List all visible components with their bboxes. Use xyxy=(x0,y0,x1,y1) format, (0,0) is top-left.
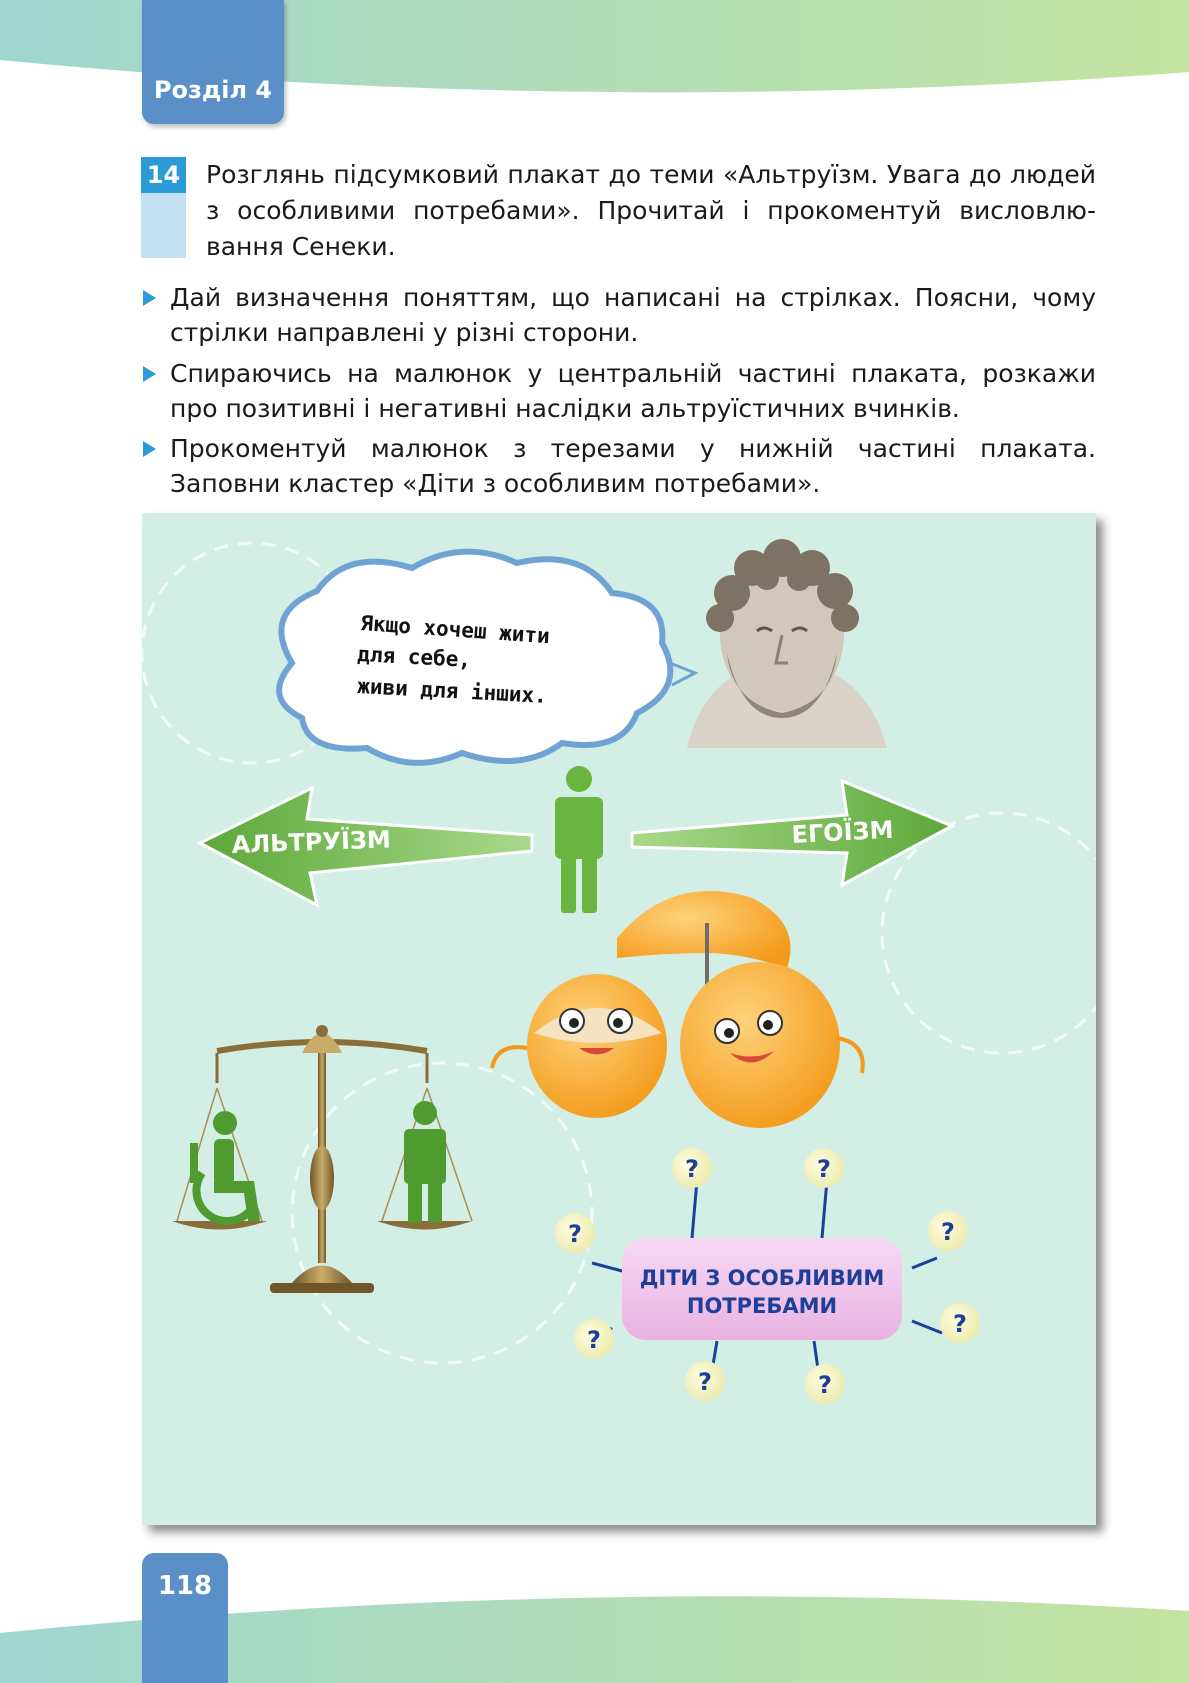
svg-text:?: ? xyxy=(587,1326,601,1354)
svg-text:?: ? xyxy=(941,1218,955,1246)
svg-text:?: ? xyxy=(953,1310,967,1338)
person-on-scale-icon xyxy=(404,1101,446,1223)
bullet-item: Дай визначення поняттям, що написані на стрілках. Поясни, чому стрілки направлені у різні сторони. xyxy=(170,283,1096,347)
question-bubble xyxy=(685,1361,725,1401)
bullet-item: Спираючись на малюнок у центральній частині плаката, розкажи про позитивні і негативні наслідки альтруїстичних вчинків. xyxy=(170,359,1096,423)
question-bubble xyxy=(672,1148,712,1188)
person-icon xyxy=(555,766,603,913)
question-bubble xyxy=(928,1211,968,1251)
section-tab xyxy=(142,0,284,124)
task-text: Розглянь підсумковий плакат до теми «Альтруїзм. Увага до людей з особливими потребами». Прочитай і прокоментуй висловлю-вання Сенеки. xyxy=(206,160,1096,261)
seneca-bust-image xyxy=(687,539,887,748)
poster xyxy=(142,513,1096,1525)
wheelchair-icon xyxy=(190,1111,260,1221)
speech-cloud xyxy=(279,552,695,763)
svg-text:?: ? xyxy=(817,1155,831,1183)
quote-line: для себе, xyxy=(356,642,472,672)
altruism-arrow xyxy=(200,788,532,905)
cluster-label-line: ПОТРЕБАМИ xyxy=(686,1294,838,1318)
svg-text:?: ? xyxy=(568,1220,582,1248)
scales-image xyxy=(172,1025,472,1525)
egoism-label: ЕГОЇЗМ xyxy=(790,815,895,849)
page-number-tab xyxy=(142,1553,228,1683)
bullet-triangle-icon xyxy=(143,366,156,382)
quote-line: живи для інших. xyxy=(356,674,548,708)
egoism-arrow xyxy=(632,781,952,885)
bullet-triangle-icon xyxy=(143,441,156,457)
question-bubble xyxy=(555,1213,595,1253)
quote-line: Якщо хочеш жити xyxy=(359,611,551,649)
svg-text:?: ? xyxy=(698,1368,712,1396)
question-bubble xyxy=(574,1319,614,1359)
bullet-item: Прокоментуй малюнок з терезами у нижній частині плаката. Заповни кластер «Діти з особливим потребами». xyxy=(170,434,1096,498)
poster-illustration xyxy=(142,513,1096,1525)
altruism-label: АЛЬТРУЇЗМ xyxy=(231,825,392,859)
cluster-label-line: ДІТИ З ОСОБЛИВИМ xyxy=(639,1266,885,1290)
bullet-triangle-icon xyxy=(143,290,156,306)
cluster-center xyxy=(622,1238,902,1340)
page-number: 118 xyxy=(157,1571,213,1601)
question-bubble xyxy=(940,1303,980,1343)
question-bubble xyxy=(805,1364,845,1404)
svg-text:?: ? xyxy=(818,1371,832,1399)
oranges-umbrella-image xyxy=(492,891,863,1128)
section-label: Розділ 4 xyxy=(153,76,273,104)
question-bubble xyxy=(804,1148,844,1188)
task-number: 14 xyxy=(141,157,186,193)
svg-text:?: ? xyxy=(685,1155,699,1183)
